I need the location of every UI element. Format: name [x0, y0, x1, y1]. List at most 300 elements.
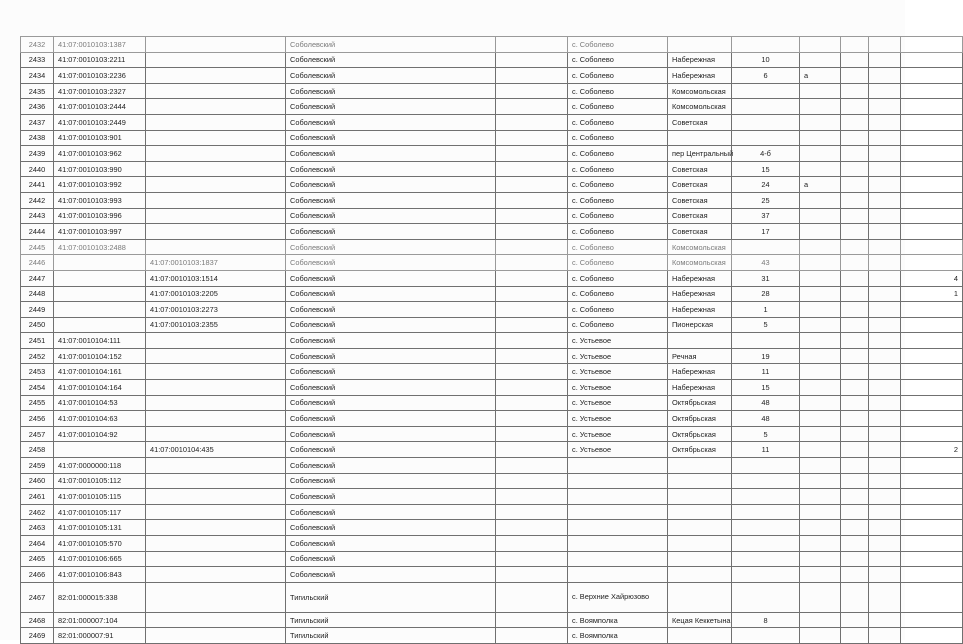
- cadastral-number: 41:07:0010106:843: [54, 567, 146, 583]
- table-row: [21, 317, 963, 333]
- cadastral-number-secondary: [146, 239, 286, 255]
- district-cell: Тигильский: [286, 582, 496, 612]
- cadastral-number: 41:07:0010104:164: [54, 380, 146, 396]
- apartment-cell: 2: [901, 442, 963, 458]
- table-row: [21, 270, 963, 286]
- empty-cell: [841, 364, 869, 380]
- empty-cell: [496, 489, 568, 505]
- cadastral-number: 82:01:000015:338: [54, 582, 146, 612]
- row-number: 2462: [21, 504, 54, 520]
- empty-cell: [869, 52, 901, 68]
- letter-cell: [800, 255, 841, 271]
- cadastral-number-secondary: 41:07:0010103:2273: [146, 302, 286, 318]
- district-cell: Соболевский: [286, 224, 496, 240]
- empty-cell: [496, 83, 568, 99]
- empty-cell: [496, 536, 568, 552]
- house-cell: 48: [732, 411, 800, 427]
- empty-cell: [841, 426, 869, 442]
- row-number: 2467: [21, 582, 54, 612]
- empty-cell: [841, 317, 869, 333]
- district-cell: Соболевский: [286, 411, 496, 427]
- cadastral-number-secondary: [146, 411, 286, 427]
- row-number: 2457: [21, 426, 54, 442]
- cadastral-number: 41:07:0010103:993: [54, 192, 146, 208]
- street-cell: Комсомольская: [668, 83, 732, 99]
- cadastral-number-secondary: [146, 364, 286, 380]
- street-cell: Набережная: [668, 364, 732, 380]
- empty-cell: [841, 208, 869, 224]
- district-cell: Соболевский: [286, 426, 496, 442]
- district-cell: Соболевский: [286, 473, 496, 489]
- row-number: 2442: [21, 192, 54, 208]
- cadastral-number: 41:07:0010105:112: [54, 473, 146, 489]
- cadastral-number: 41:07:0010104:63: [54, 411, 146, 427]
- cadastral-number-secondary: [146, 83, 286, 99]
- empty-cell: [841, 551, 869, 567]
- letter-cell: [800, 380, 841, 396]
- row-number: 2439: [21, 146, 54, 162]
- row-number: 2464: [21, 536, 54, 552]
- district-cell: Соболевский: [286, 317, 496, 333]
- apartment-cell: [901, 192, 963, 208]
- table-row: [21, 411, 963, 427]
- settlement-cell: с. Соболево: [568, 224, 668, 240]
- table-row: [21, 612, 963, 628]
- empty-cell: [869, 224, 901, 240]
- row-number: 2436: [21, 99, 54, 115]
- empty-cell: [496, 68, 568, 84]
- empty-cell: [841, 333, 869, 349]
- table-row: [21, 520, 963, 536]
- settlement-cell: с. Соболево: [568, 255, 668, 271]
- settlement-cell: с. Соболево: [568, 130, 668, 146]
- empty-cell: [496, 348, 568, 364]
- empty-cell: [841, 473, 869, 489]
- row-number: 2466: [21, 567, 54, 583]
- table-row: [21, 364, 963, 380]
- district-cell: Соболевский: [286, 551, 496, 567]
- street-cell: Советская: [668, 208, 732, 224]
- district-cell: Соболевский: [286, 208, 496, 224]
- cadastral-number: 41:07:0010103:2236: [54, 68, 146, 84]
- table-row: [21, 458, 963, 474]
- apartment-cell: [901, 302, 963, 318]
- empty-cell: [869, 317, 901, 333]
- row-number: 2434: [21, 68, 54, 84]
- row-number: 2446: [21, 255, 54, 271]
- apartment-cell: [901, 68, 963, 84]
- letter-cell: [800, 567, 841, 583]
- table-row: [21, 551, 963, 567]
- empty-cell: [869, 177, 901, 193]
- table-row: [21, 37, 963, 53]
- row-number: 2441: [21, 177, 54, 193]
- empty-cell: [869, 302, 901, 318]
- district-cell: Соболевский: [286, 536, 496, 552]
- empty-cell: [496, 395, 568, 411]
- empty-cell: [496, 333, 568, 349]
- empty-cell: [496, 504, 568, 520]
- row-number: 2455: [21, 395, 54, 411]
- house-cell: 6: [732, 68, 800, 84]
- letter-cell: [800, 411, 841, 427]
- empty-cell: [869, 130, 901, 146]
- district-cell: Соболевский: [286, 270, 496, 286]
- table-row: [21, 286, 963, 302]
- settlement-cell: [568, 551, 668, 567]
- street-cell: [668, 333, 732, 349]
- district-cell: Соболевский: [286, 130, 496, 146]
- cadastral-number-secondary: [146, 582, 286, 612]
- cadastral-number: 41:07:0010103:990: [54, 161, 146, 177]
- settlement-cell: с. Соболево: [568, 239, 668, 255]
- empty-cell: [841, 395, 869, 411]
- house-cell: [732, 536, 800, 552]
- settlement-cell: с. Соболево: [568, 177, 668, 193]
- cadastral-number: 41:07:0010103:1387: [54, 37, 146, 53]
- cadastral-number-secondary: [146, 489, 286, 505]
- empty-cell: [841, 68, 869, 84]
- street-cell: Советская: [668, 192, 732, 208]
- house-cell: [732, 628, 800, 644]
- settlement-cell: [568, 489, 668, 505]
- street-cell: [668, 551, 732, 567]
- table-row: [21, 161, 963, 177]
- row-number: 2432: [21, 37, 54, 53]
- letter-cell: [800, 208, 841, 224]
- house-cell: [732, 333, 800, 349]
- row-number: 2453: [21, 364, 54, 380]
- district-cell: Соболевский: [286, 68, 496, 84]
- apartment-cell: [901, 114, 963, 130]
- house-cell: [732, 114, 800, 130]
- cadastral-number: [54, 270, 146, 286]
- district-cell: Соболевский: [286, 161, 496, 177]
- empty-cell: [869, 146, 901, 162]
- settlement-cell: с. Верхние Хайрюзово: [568, 582, 668, 612]
- house-cell: [732, 239, 800, 255]
- table-row: [21, 628, 963, 644]
- letter-cell: [800, 333, 841, 349]
- letter-cell: [800, 458, 841, 474]
- empty-cell: [841, 380, 869, 396]
- letter-cell: [800, 99, 841, 115]
- settlement-cell: с. Соболево: [568, 208, 668, 224]
- district-cell: Соболевский: [286, 504, 496, 520]
- empty-cell: [496, 612, 568, 628]
- settlement-cell: [568, 473, 668, 489]
- cadastral-number: [54, 286, 146, 302]
- letter-cell: [800, 426, 841, 442]
- empty-cell: [496, 364, 568, 380]
- house-cell: 17: [732, 224, 800, 240]
- empty-cell: [496, 177, 568, 193]
- settlement-cell: с. Соболево: [568, 270, 668, 286]
- table-row: [21, 567, 963, 583]
- settlement-cell: [568, 504, 668, 520]
- letter-cell: [800, 364, 841, 380]
- letter-cell: [800, 224, 841, 240]
- empty-cell: [869, 380, 901, 396]
- row-number: 2459: [21, 458, 54, 474]
- row-number: 2438: [21, 130, 54, 146]
- house-cell: [732, 99, 800, 115]
- cadastral-number: 41:07:0010104:152: [54, 348, 146, 364]
- cadastral-number: [54, 255, 146, 271]
- house-cell: [732, 130, 800, 146]
- street-cell: Комсомольская: [668, 99, 732, 115]
- street-cell: Набережная: [668, 380, 732, 396]
- cadastral-number-secondary: 41:07:0010104:435: [146, 442, 286, 458]
- letter-cell: [800, 628, 841, 644]
- cadastral-number-secondary: 41:07:0010103:2355: [146, 317, 286, 333]
- apartment-cell: [901, 317, 963, 333]
- apartment-cell: [901, 520, 963, 536]
- letter-cell: а: [800, 177, 841, 193]
- letter-cell: [800, 395, 841, 411]
- table-row: [21, 302, 963, 318]
- house-cell: 15: [732, 380, 800, 396]
- street-cell: [668, 130, 732, 146]
- cadastral-number-secondary: 41:07:0010103:1514: [146, 270, 286, 286]
- empty-cell: [496, 628, 568, 644]
- apartment-cell: 1: [901, 286, 963, 302]
- letter-cell: [800, 520, 841, 536]
- empty-cell: [841, 146, 869, 162]
- cadastral-number-secondary: [146, 395, 286, 411]
- settlement-cell: с. Устьевое: [568, 380, 668, 396]
- empty-cell: [496, 567, 568, 583]
- district-cell: Соболевский: [286, 114, 496, 130]
- district-cell: Соболевский: [286, 458, 496, 474]
- cadastral-number-secondary: 41:07:0010103:2205: [146, 286, 286, 302]
- cadastral-number: [54, 302, 146, 318]
- street-cell: [668, 504, 732, 520]
- cadastral-number-secondary: [146, 208, 286, 224]
- district-cell: Соболевский: [286, 489, 496, 505]
- cadastral-number-secondary: [146, 628, 286, 644]
- letter-cell: [800, 286, 841, 302]
- empty-cell: [841, 255, 869, 271]
- house-cell: [732, 489, 800, 505]
- house-cell: 4-б: [732, 146, 800, 162]
- apartment-cell: [901, 161, 963, 177]
- cadastral-number: 41:07:0010103:2488: [54, 239, 146, 255]
- district-cell: Соболевский: [286, 333, 496, 349]
- table-row: [21, 380, 963, 396]
- empty-cell: [841, 628, 869, 644]
- district-cell: Соболевский: [286, 286, 496, 302]
- letter-cell: [800, 473, 841, 489]
- empty-cell: [869, 68, 901, 84]
- empty-cell: [496, 161, 568, 177]
- empty-cell: [869, 536, 901, 552]
- street-cell: Октябрьская: [668, 395, 732, 411]
- district-cell: Соболевский: [286, 302, 496, 318]
- district-cell: Соболевский: [286, 37, 496, 53]
- apartment-cell: [901, 37, 963, 53]
- street-cell: [668, 567, 732, 583]
- house-cell: [732, 458, 800, 474]
- empty-cell: [496, 255, 568, 271]
- empty-cell: [841, 612, 869, 628]
- apartment-cell: [901, 536, 963, 552]
- street-cell: Речная: [668, 348, 732, 364]
- apartment-cell: 4: [901, 270, 963, 286]
- table-row: [21, 536, 963, 552]
- letter-cell: [800, 239, 841, 255]
- district-cell: Соболевский: [286, 52, 496, 68]
- empty-cell: [496, 130, 568, 146]
- table-row: [21, 130, 963, 146]
- district-cell: Соболевский: [286, 364, 496, 380]
- house-cell: [732, 520, 800, 536]
- letter-cell: [800, 37, 841, 53]
- street-cell: [668, 628, 732, 644]
- cadastral-number: 41:07:0010104:161: [54, 364, 146, 380]
- empty-cell: [869, 286, 901, 302]
- cadastral-number: 41:07:0010105:131: [54, 520, 146, 536]
- house-cell: 19: [732, 348, 800, 364]
- cadastral-number: [54, 442, 146, 458]
- empty-cell: [496, 224, 568, 240]
- cadastral-number: 41:07:0010104:92: [54, 426, 146, 442]
- empty-cell: [869, 411, 901, 427]
- empty-cell: [869, 473, 901, 489]
- house-cell: 8: [732, 612, 800, 628]
- house-cell: 1: [732, 302, 800, 318]
- apartment-cell: [901, 99, 963, 115]
- settlement-cell: с. Соболево: [568, 317, 668, 333]
- empty-cell: [869, 489, 901, 505]
- district-cell: Соболевский: [286, 192, 496, 208]
- cadastral-number-secondary: [146, 348, 286, 364]
- cadastral-number: 41:07:0010103:2211: [54, 52, 146, 68]
- empty-cell: [869, 99, 901, 115]
- letter-cell: [800, 146, 841, 162]
- apartment-cell: [901, 224, 963, 240]
- house-cell: [732, 504, 800, 520]
- apartment-cell: [901, 52, 963, 68]
- empty-cell: [496, 239, 568, 255]
- empty-cell: [841, 582, 869, 612]
- letter-cell: [800, 130, 841, 146]
- row-number: 2452: [21, 348, 54, 364]
- letter-cell: [800, 270, 841, 286]
- empty-cell: [841, 286, 869, 302]
- empty-cell: [841, 442, 869, 458]
- row-number: 2469: [21, 628, 54, 644]
- district-cell: Соболевский: [286, 395, 496, 411]
- table-row: [21, 239, 963, 255]
- cadastral-number: 82:01:000007:104: [54, 612, 146, 628]
- table-row: [21, 114, 963, 130]
- empty-cell: [496, 52, 568, 68]
- settlement-cell: с. Устьевое: [568, 364, 668, 380]
- table-row: [21, 442, 963, 458]
- row-number: 2433: [21, 52, 54, 68]
- row-number: 2465: [21, 551, 54, 567]
- empty-cell: [841, 161, 869, 177]
- apartment-cell: [901, 255, 963, 271]
- district-cell: Соболевский: [286, 442, 496, 458]
- house-cell: [732, 83, 800, 99]
- street-cell: Советская: [668, 114, 732, 130]
- apartment-cell: [901, 177, 963, 193]
- cadastral-number-secondary: [146, 114, 286, 130]
- letter-cell: [800, 442, 841, 458]
- empty-cell: [869, 83, 901, 99]
- empty-cell: [869, 364, 901, 380]
- settlement-cell: с. Устьевое: [568, 411, 668, 427]
- empty-cell: [496, 473, 568, 489]
- house-cell: 15: [732, 161, 800, 177]
- row-number: 2435: [21, 83, 54, 99]
- empty-cell: [496, 114, 568, 130]
- empty-cell: [869, 208, 901, 224]
- empty-cell: [869, 628, 901, 644]
- row-number: 2449: [21, 302, 54, 318]
- empty-cell: [496, 442, 568, 458]
- cadastral-number-secondary: [146, 536, 286, 552]
- settlement-cell: с. Соболево: [568, 114, 668, 130]
- district-cell: Соболевский: [286, 255, 496, 271]
- empty-cell: [869, 348, 901, 364]
- cadastral-number: 41:07:0010103:997: [54, 224, 146, 240]
- settlement-cell: с. Устьевое: [568, 395, 668, 411]
- cadastral-number: 41:07:0010104:111: [54, 333, 146, 349]
- empty-cell: [496, 411, 568, 427]
- empty-cell: [496, 208, 568, 224]
- row-number: 2461: [21, 489, 54, 505]
- settlement-cell: [568, 567, 668, 583]
- cadastral-number-secondary: [146, 161, 286, 177]
- apartment-cell: [901, 411, 963, 427]
- letter-cell: [800, 504, 841, 520]
- apartment-cell: [901, 551, 963, 567]
- empty-cell: [841, 489, 869, 505]
- settlement-cell: с. Соболево: [568, 146, 668, 162]
- row-number: 2458: [21, 442, 54, 458]
- empty-cell: [841, 504, 869, 520]
- letter-cell: [800, 348, 841, 364]
- house-cell: 10: [732, 52, 800, 68]
- house-cell: [732, 551, 800, 567]
- cadastral-number-secondary: [146, 52, 286, 68]
- empty-cell: [496, 192, 568, 208]
- apartment-cell: [901, 567, 963, 583]
- table-row: [21, 426, 963, 442]
- empty-cell: [869, 161, 901, 177]
- empty-cell: [496, 458, 568, 474]
- letter-cell: [800, 52, 841, 68]
- settlement-cell: с. Устьевое: [568, 333, 668, 349]
- letter-cell: [800, 161, 841, 177]
- row-number: 2443: [21, 208, 54, 224]
- cadastral-number-secondary: [146, 177, 286, 193]
- letter-cell: [800, 582, 841, 612]
- apartment-cell: [901, 628, 963, 644]
- row-number: 2460: [21, 473, 54, 489]
- empty-cell: [841, 520, 869, 536]
- house-cell: 11: [732, 364, 800, 380]
- table-row: [21, 52, 963, 68]
- empty-cell: [841, 114, 869, 130]
- settlement-cell: с. Соболево: [568, 52, 668, 68]
- street-cell: Советская: [668, 161, 732, 177]
- apartment-cell: [901, 582, 963, 612]
- street-cell: [668, 473, 732, 489]
